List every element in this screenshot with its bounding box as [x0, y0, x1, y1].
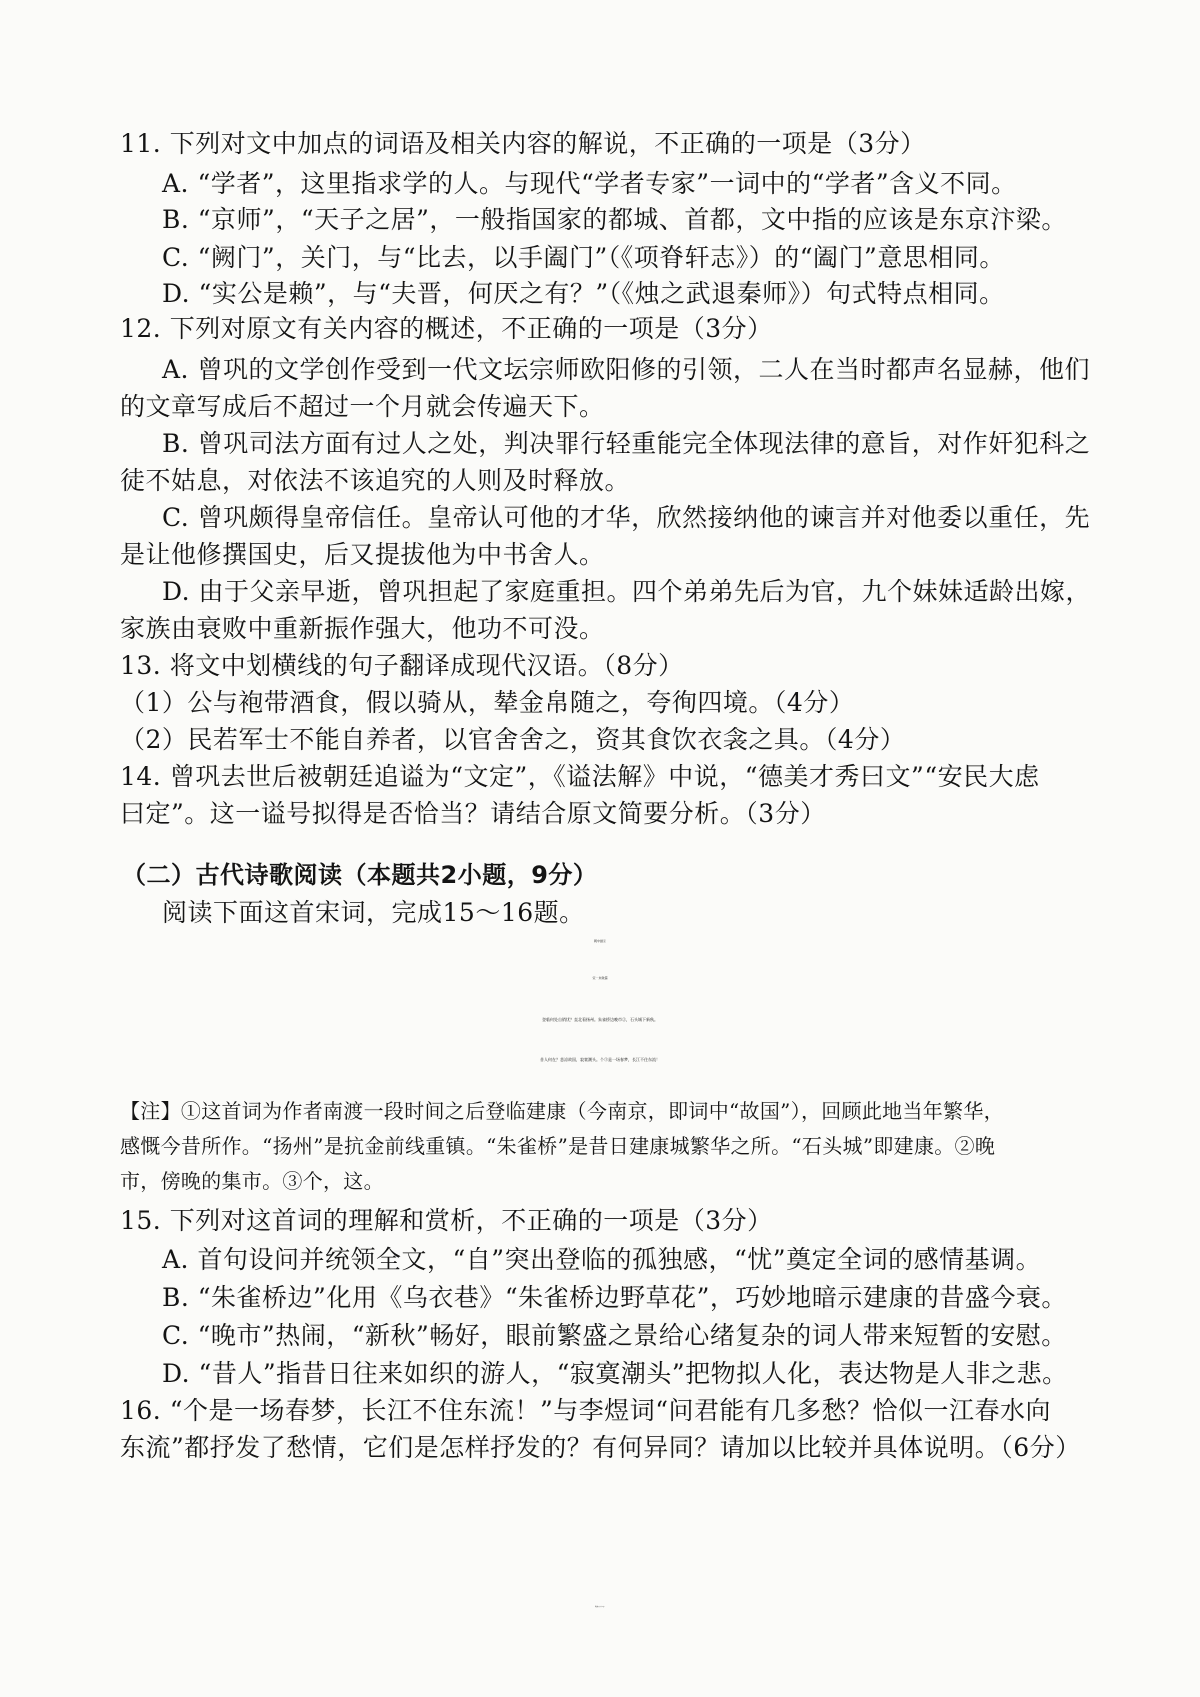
question-14-line2: 曰定”。这一谥号拟得是否恰当？请结合原文简要分析。（3分）	[120, 799, 826, 828]
question-14-line1: 14. 曾巩去世后被朝廷追谥为“文定”，《谥法解》中说，“德美才秀曰文”“安民大虑	[120, 762, 1040, 791]
question-15-option-a: A. 首句设问并统领全文，“自”突出登临的孤独感，“忧”奠定全词的感情基调。	[162, 1245, 1042, 1274]
section-heading: （二）古代诗歌阅读（本题共2小题，9分）	[122, 861, 598, 889]
note-line-3: 市，傍晚的集市。③个，这。	[120, 1169, 384, 1193]
question-12-option-b-line1: B. 曾巩司法方面有过人之处，判决罪行轻重能完全体现法律的意旨，对作奸犯科之	[162, 429, 1091, 458]
question-13-sentence-1: （1）公与袍带酒食，假以骑从，辇金帛随之，夸徇四境。（4分）	[120, 688, 855, 717]
note-line-1: 【注】①这首词为作者南渡一段时间之后登临建康（今南京，即词中“故国”），回顾此地当年繁华，	[120, 1099, 1004, 1123]
question-12-option-a-line1: A. 曾巩的文学创作受到一代文坛宗师欧阳修的引领，二人在当时都声名显赫，他们	[162, 355, 1090, 384]
question-12-stem: 12. 下列对原文有关内容的概述，不正确的一项是（3分）	[120, 314, 773, 343]
question-16-line2: 东流”都抒发了愁情，它们是怎样抒发的？有何异同？请加以比较并具体说明。（6分）	[120, 1433, 1081, 1462]
poem-title: 朝中措①	[593, 939, 606, 943]
question-15-stem: 15. 下列对这首词的理解和赏析，不正确的一项是（3分）	[120, 1206, 773, 1235]
question-11-option-c: C. “阙门”，关门，与“比去，以手阖门”（《项脊轩志》）的“阖门”意思相同。	[162, 243, 1005, 272]
question-11-option-b: B. “京师”，“天子之居”，一般指国家的都城、首都，文中指的应该是东京汴梁。	[162, 205, 1067, 234]
note-line-2: 感慨今昔所作。“扬州”是抗金前线重镇。“朱雀桥”是昔日建康城繁华之所。“石头城”即建康。②晚	[120, 1134, 996, 1158]
question-15-option-b: B. “朱雀桥边”化用《乌衣巷》“朱雀桥边野草花”，巧妙地暗示建康的昔盛今衰。	[162, 1283, 1067, 1312]
poem-line-2: 昔人何在？悲凉故国，寂寞潮头。个③是一场春梦，长江不住东流！	[540, 1057, 660, 1062]
poem-line-1: 登临何处自销忧？直北看扬州。朱雀桥边晚市②，石头城下新秋。	[542, 1017, 658, 1022]
question-12-option-d-line1: D. 由于父亲早逝，曾巩担起了家庭重担。四个弟弟先后为官，九个妹妹适龄出嫁，	[162, 577, 1092, 606]
question-15-option-c: C. “晚市”热闹，“新秋”畅好，眼前繁盛之景给心绪复杂的词人带来短暂的安慰。	[162, 1321, 1067, 1350]
question-13-stem: 13. 将文中划横线的句子翻译成现代汉语。（8分）	[120, 651, 684, 680]
question-11-option-a: A. “学者”，这里指求学的人。与现代“学者专家”一词中的“学者”含义不同。	[162, 169, 1017, 198]
question-12-option-d-line2: 家族由衰败中重新振作强大，他功不可没。	[120, 614, 605, 643]
poem-author: 宋・朱敦儒	[592, 976, 608, 980]
question-12-option-c-line1: C. 曾巩颇得皇帝信任。皇帝认可他的才华，欣然接纳他的谏言并对他委以重任，先	[162, 503, 1091, 532]
question-12-option-b-line2: 徒不姑息，对依法不该追究的人则及时释放。	[120, 466, 631, 495]
question-12-option-a-line2: 的文章写成后不超过一个月就会传遍天下。	[120, 392, 605, 421]
question-16-line1: 16. “个是一场春梦，长江不住东流！”与李煜词“问君能有几多愁？恰似一江春水向	[120, 1396, 1052, 1425]
page-footer: 语文第7页（共10页）	[594, 1607, 606, 1608]
question-12-option-c-line2: 是让他修撰国史，后又提拔他为中书舍人。	[120, 540, 605, 569]
question-11-option-d: D. “实公是赖”，与“夫晋，何厌之有？”（《烛之武退秦师》）句式特点相同。	[162, 279, 1005, 308]
question-13-sentence-2: （2）民若军士不能自养者，以官舍舍之，资其食饮衣衾之具。（4分）	[120, 725, 906, 754]
section-intro: 阅读下面这首宋词，完成15～16题。	[162, 898, 585, 927]
question-15-option-d: D. “昔人”指昔日往来如织的游人，“寂寞潮头”把物拟人化，表达物是人非之悲。	[162, 1359, 1068, 1388]
question-11-stem: 11. 下列对文中加点的词语及相关内容的解说，不正确的一项是（3分）	[120, 129, 926, 158]
